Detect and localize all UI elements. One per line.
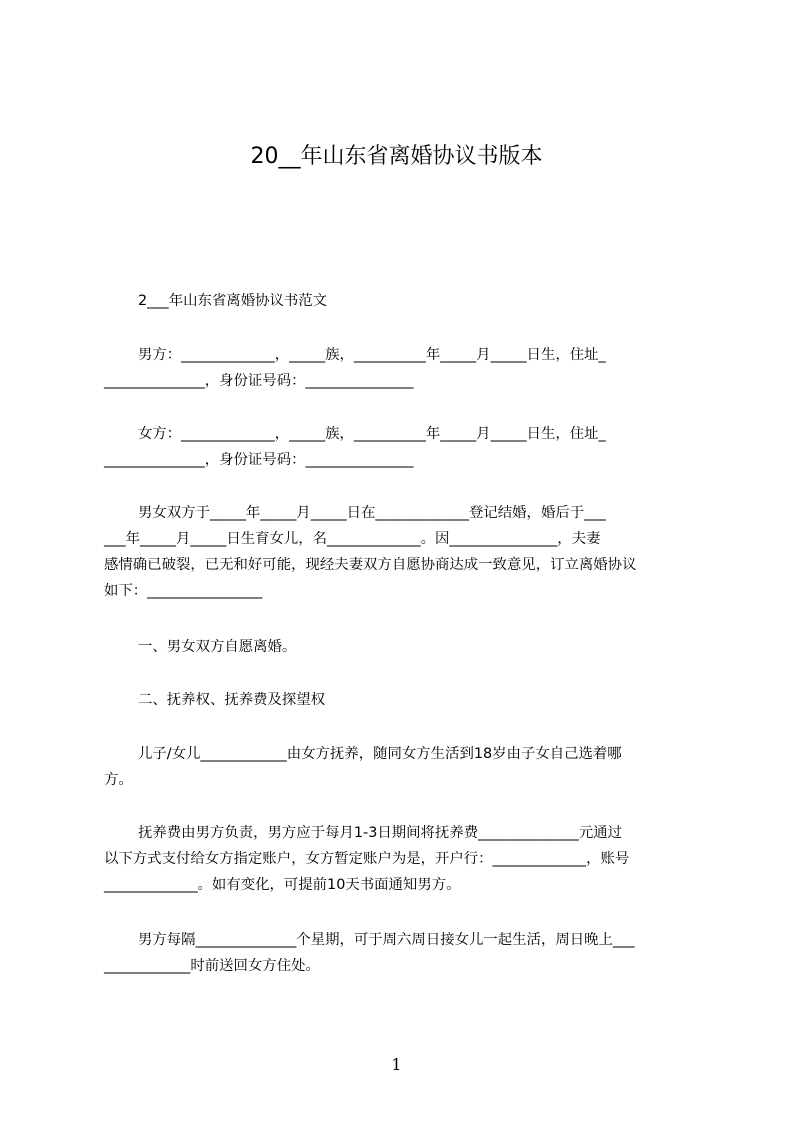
visitation-paragraph (104, 927, 704, 979)
subtitle: 2___年山东省离婚协议书范文 (138, 293, 328, 309)
male-party-line-2: ______________，身份证号码：_______________ (104, 373, 414, 389)
visitation-line-2: ____________时前送回女方住处。 (104, 958, 320, 974)
support-line-3: _____________。如有变化，可提前10天书面通知男方。 (104, 877, 461, 893)
marriage-line-2: ___年_____月_____日生育女儿，名_____________。因_______________，夫妻 (104, 531, 601, 547)
support-line-2: 以下方式支付给女方指定账户，女方暂定账户为是，开户行：_____________，账号 (104, 851, 630, 867)
visitation-line-1: 男方每隔______________个星期，可于周六周日接女儿一起生活，周日晚上___ (138, 932, 635, 948)
support-line-1: 抚养费由男方负责，男方应于每月1-3日期间将抚养费______________元通过 (138, 825, 623, 841)
custody-paragraph (104, 741, 704, 793)
female-party-paragraph (104, 421, 704, 473)
section-2-heading: 二、抚养权、抚养费及探望权 (138, 692, 326, 708)
section-1-heading: 一、男女双方自愿离婚。 (138, 639, 297, 655)
support-paragraph (104, 820, 704, 898)
marriage-line-1: 男女双方于_____年_____月_____日在_____________登记结婚，婚后于___ (138, 505, 606, 521)
marriage-line-4: 如下：________________ (104, 583, 263, 599)
marriage-line-3: 感情确已破裂，已无和好可能，现经夫妻双方自愿协商达成一致意见，订立离婚协议 (104, 557, 637, 573)
document-title: 20__年山东省离婚协议书版本 (250, 144, 543, 169)
female-party-line-2: ______________，身份证号码：_______________ (104, 452, 414, 468)
female-party-line-1: 女方：_____________，_____族，__________年_____月_____日生，住址_ (138, 426, 606, 442)
custody-line-2: 方。 (104, 772, 133, 788)
male-party-line-1: 男方：_____________，_____族，__________年_____月_____日生，住址_ (138, 347, 606, 363)
marriage-paragraph (104, 500, 704, 604)
custody-line-1: 儿子/女儿____________由女方抚养，随同女方生活到18岁由子女自己选着哪 (138, 746, 622, 762)
male-party-paragraph (104, 342, 704, 394)
page-number: 1 (391, 1055, 402, 1074)
